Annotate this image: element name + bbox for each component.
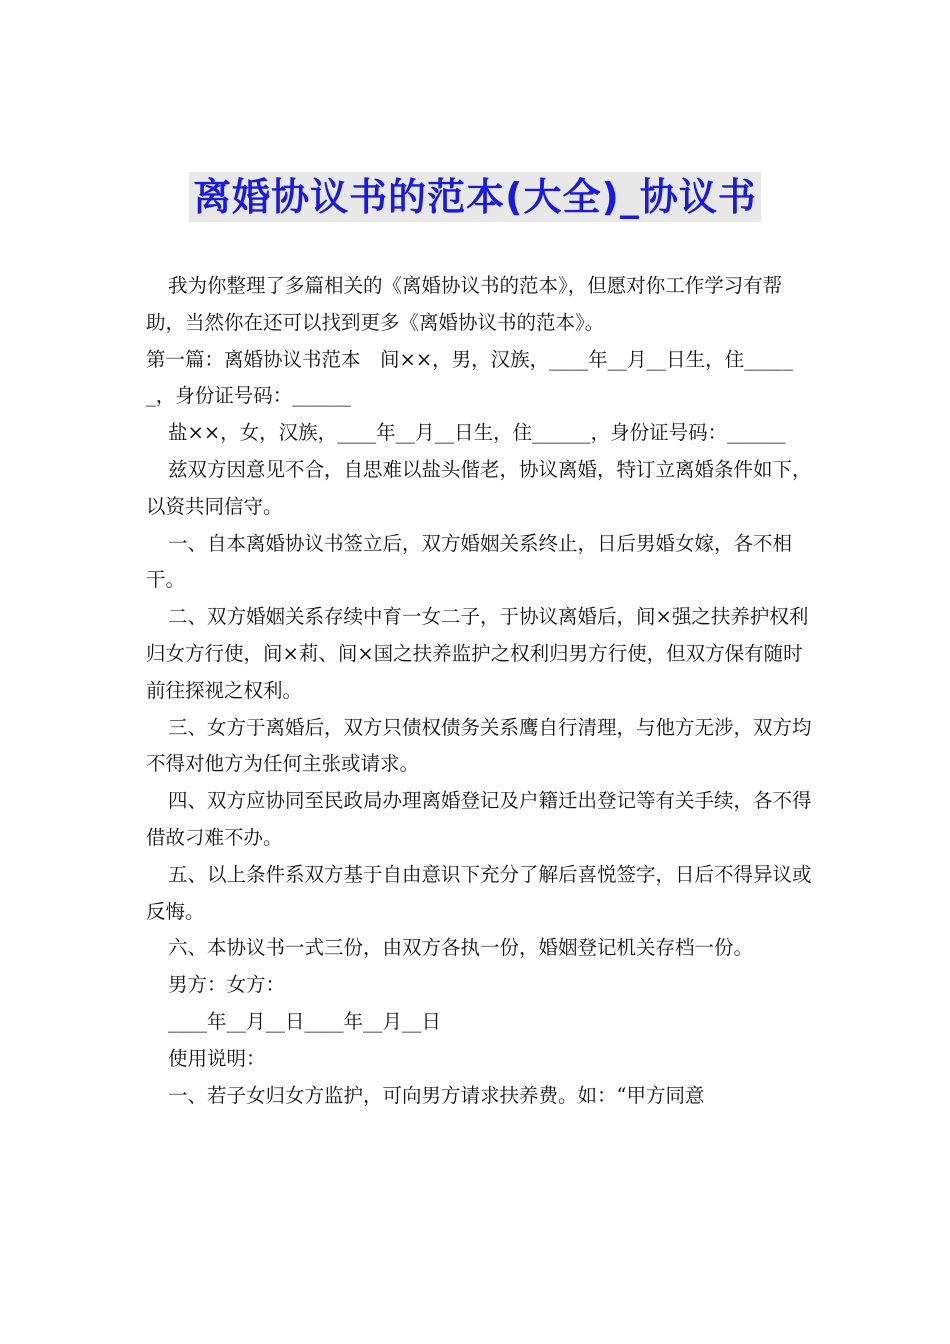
paragraph-clause-4: 四、双方应协同至民政局办理离婚登记及户籍迁出登记等有关手续，各不得借故刁难不办。 bbox=[146, 789, 812, 849]
document-title: 离婚协议书的范本(大全)_协议书 bbox=[189, 172, 761, 222]
title-container bbox=[0, 172, 950, 222]
paragraph-clause-6: 六、本协议书一式三份，由双方各执一份，婚姻登记机关存档一份。 bbox=[168, 936, 754, 960]
paragraph-clause-5: 五、以上条件系双方基于自由意识下充分了解后喜悦签字，日后不得异议或反悔。 bbox=[146, 862, 812, 923]
paragraph-preamble: 兹双方因意见不合，自思难以盐头偕老，协议离婚，特订立离婚条件如下，以资共同信守。 bbox=[146, 457, 812, 518]
paragraph-intro: 我为你整理了多篇相关的《离婚协议书的范本》，但愿对你工作学习有帮助，当然你在还可以找到更多《离婚协议书的范本》。 bbox=[146, 274, 783, 334]
paragraph-clause-1: 一、自本离婚协议书签立后，双方婚姻关系终止，日后男婚女嫁，各不相干。 bbox=[146, 531, 793, 592]
date-line: ____年__月__日____年__月__日 bbox=[168, 1009, 442, 1033]
paragraph-clause-2: 二、双方婚姻关系存续中育一女二子，于协议离婚后，间×强之扶养护权利归女方行使，间×莉、间×国之扶养监护之权利归男方行使，但双方保有随时前往探视之权利。 bbox=[146, 605, 809, 702]
document-body bbox=[146, 268, 816, 1114]
paragraph-clause-3: 三、女方于离婚后，双方只债权债务关系鹰自行清理，与他方无涉，双方均不得对他方为任何主张或请求。 bbox=[146, 715, 812, 776]
paragraph-party-female: 盐××，女，汉族，____年__月__日生，住______，身份证号码：______ bbox=[168, 421, 786, 445]
signature-line: 男方：女方： bbox=[168, 973, 286, 997]
usage-item-1: 一、若子女归女方监护，可向男方请求扶养费。如：“甲方同意 bbox=[168, 1083, 705, 1107]
usage-heading: 使用说明： bbox=[168, 1046, 266, 1070]
paragraph-party-male: 第一篇：离婚协议书范本 间××，男，汉族，____年__月__日生，住______，身份证号码：______ bbox=[146, 347, 793, 408]
